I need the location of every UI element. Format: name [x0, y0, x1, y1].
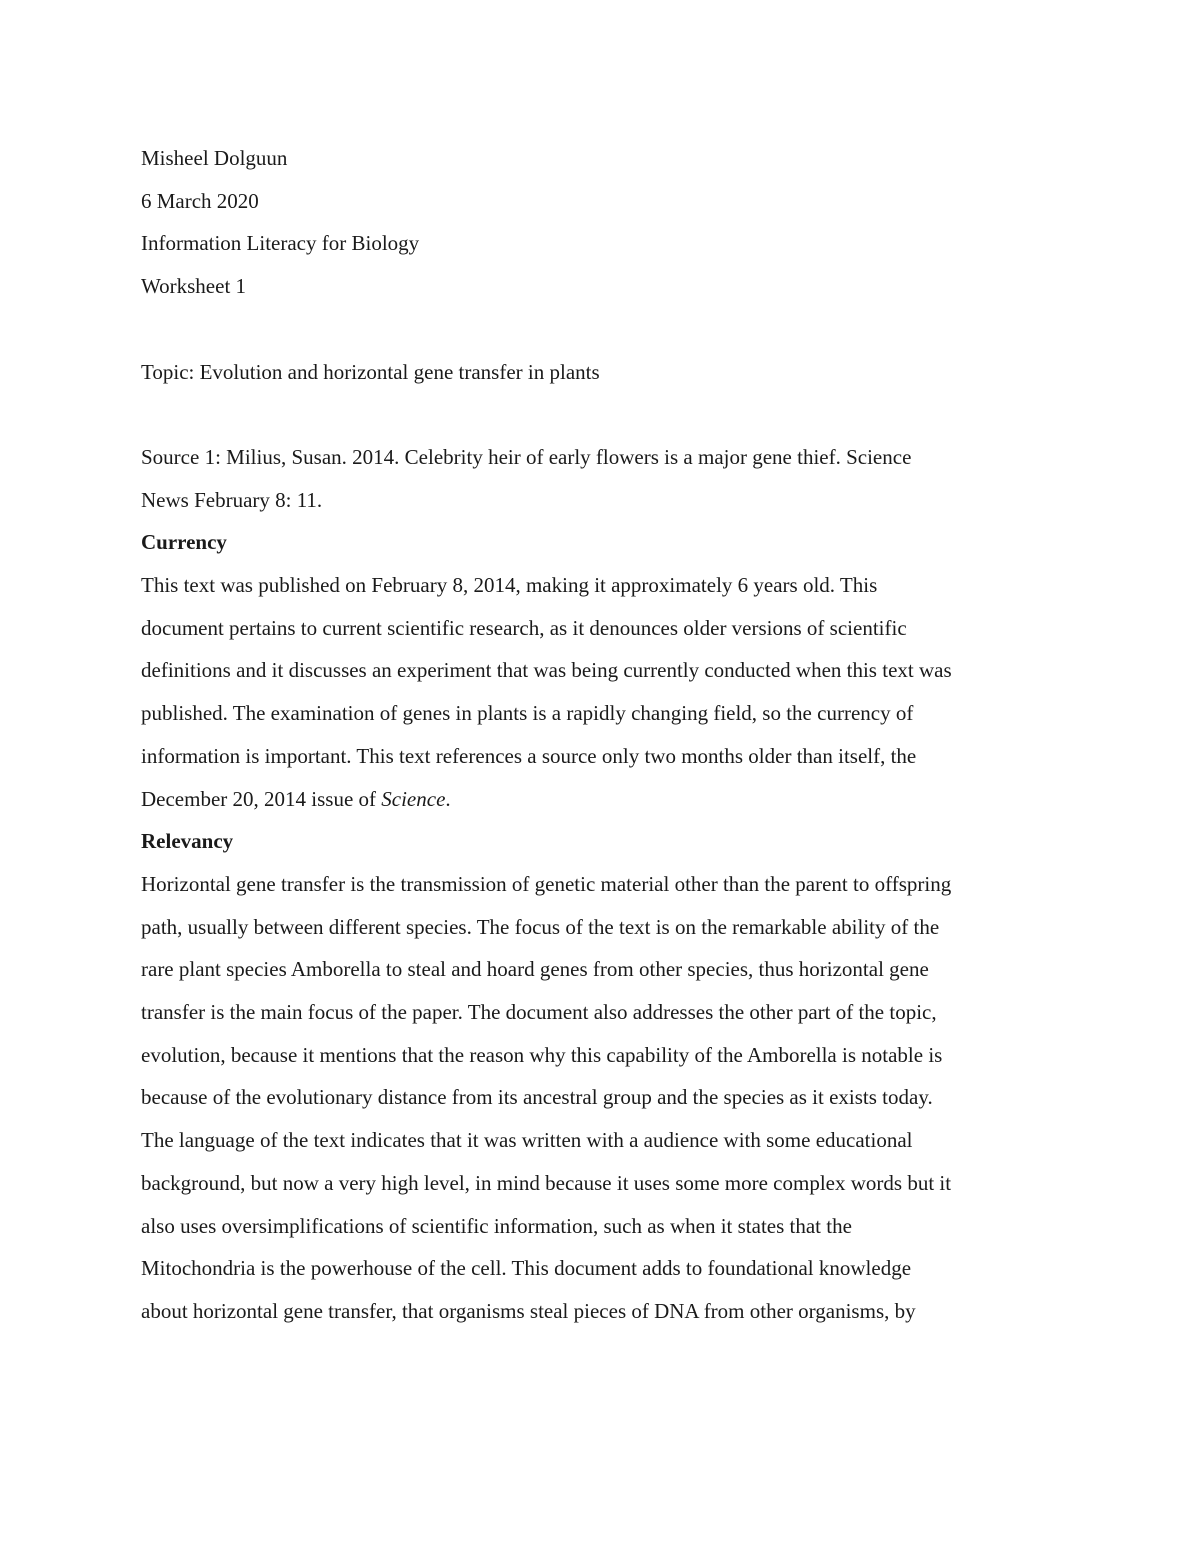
currency-line-6 — [141, 778, 1061, 821]
relevancy-line-6: because of the evolutionary distance from its ancestral group and the species as it exists today. — [141, 1085, 933, 1110]
journal-title-italic: Science — [381, 786, 446, 811]
section-heading-relevancy: Relevancy — [141, 829, 234, 854]
spacer — [141, 393, 1061, 436]
relevancy-line-7: The language of the text indicates that it was written with a audience with some educational — [141, 1128, 913, 1153]
currency-line-4: published. The examination of genes in plants is a rapidly changing field, so the currency of — [141, 701, 914, 726]
course-name: Information Literacy for Biology — [141, 231, 420, 256]
relevancy-line-2: path, usually between different species. The focus of the text is on the remarkable ability of the — [141, 914, 940, 939]
relevancy-line-10: Mitochondria is the powerhouse of the cell. This document adds to foundational knowledge — [141, 1256, 912, 1281]
currency-line-6-text: December 20, 2014 issue of — [141, 786, 382, 811]
relevancy-line-9: also uses oversimplifications of scientific information, such as when it states that the — [141, 1213, 852, 1238]
relevancy-line-11: about horizontal gene transfer, that organisms steal pieces of DNA from other organisms, by — [141, 1298, 916, 1323]
source-citation-line-2: News February 8: 11. — [141, 487, 323, 512]
relevancy-paragraph — [141, 863, 1061, 1333]
currency-line-5: information is important. This text references a source only two months older than itself, the — [141, 743, 917, 768]
currency-line-6-end: . — [445, 786, 451, 811]
currency-line-3: definitions and it discusses an experiment that was being currently conducted when this text was — [141, 658, 952, 683]
spacer — [141, 308, 1061, 351]
relevancy-line-1: Horizontal gene transfer is the transmission of genetic material other than the parent to offspring — [141, 871, 952, 896]
source-citation-line-1: Source 1: Milius, Susan. 2014. Celebrity heir of early flowers is a major gene thief. Science — [141, 444, 912, 469]
relevancy-line-8: background, but now a very high level, in mind because it uses some more complex words but it — [141, 1170, 952, 1195]
author-name: Misheel Dolguun — [141, 146, 288, 170]
currency-paragraph — [141, 564, 1061, 820]
document-date: 6 March 2020 — [141, 188, 259, 213]
currency-line-1: This text was published on February 8, 2014, making it approximately 6 years old. This — [141, 573, 878, 597]
document-body — [141, 137, 1061, 1333]
currency-line-2: document pertains to current scientific research, as it denounces older versions of scientific — [141, 615, 907, 640]
relevancy-line-5: evolution, because it mentions that the reason why this capability of the Amborella is notable is — [141, 1042, 943, 1067]
relevancy-line-4: transfer is the main focus of the paper. The document also addresses the other part of the topic, — [141, 1000, 937, 1025]
section-heading-currency: Currency — [141, 530, 227, 555]
relevancy-line-3: rare plant species Amborella to steal and hoard genes from other species, thus horizontal gene — [141, 957, 929, 982]
assignment-title: Worksheet 1 — [141, 274, 247, 299]
topic-line: Topic: Evolution and horizontal gene transfer in plants — [141, 359, 600, 384]
